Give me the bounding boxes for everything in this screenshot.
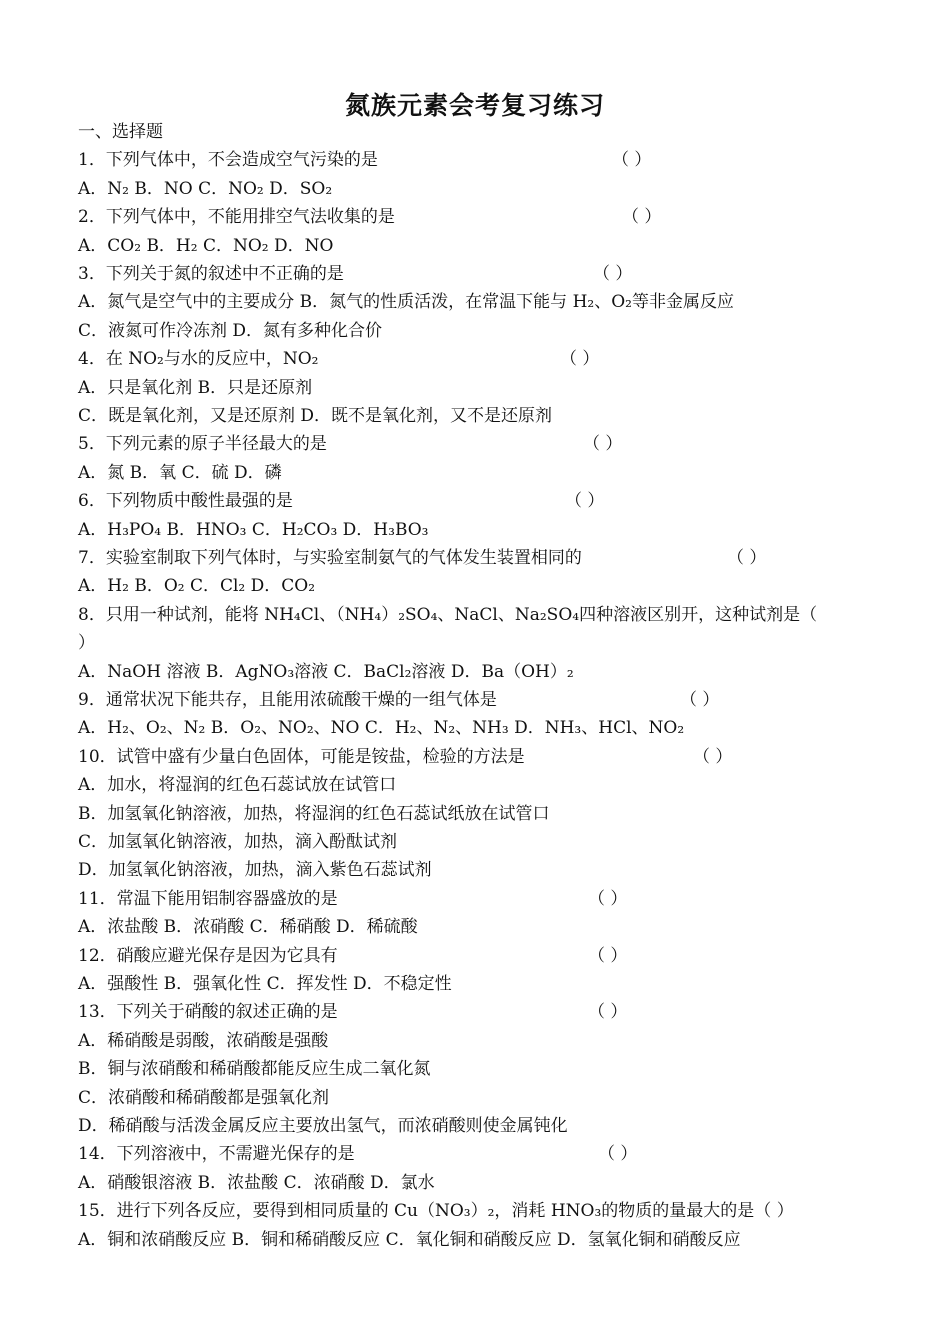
section-heading: 一、选择题 — [78, 122, 163, 142]
options-14: A．硝酸银溶液 B．浓盐酸 C．浓硝酸 D．氯水 — [78, 1173, 435, 1193]
option-10d: D．加氢氧化钠溶液，加热，滴入紫色石蕊试剂 — [78, 860, 432, 880]
answer-bracket-4: （ ） — [560, 349, 600, 369]
options-7: A．H₂ B．O₂ C．Cl₂ D．CO₂ — [78, 576, 316, 596]
answer-bracket-1: （ ） — [612, 150, 652, 170]
answer-bracket-3: （ ） — [593, 264, 633, 284]
options-11: A．浓盐酸 B．浓硝酸 C．稀硝酸 D．稀硫酸 — [78, 917, 418, 937]
question-8-continued: ） — [78, 633, 95, 653]
options-2: A．CO₂ B．H₂ C．NO₂ D．NO — [78, 236, 334, 256]
option-13a: A．稀硝酸是弱酸，浓硝酸是强酸 — [78, 1031, 329, 1051]
question-9: 9．通常状况下能共存，且能用浓硫酸干燥的一组气体是 — [78, 690, 497, 710]
question-10: 10．试管中盛有少量白色固体，可能是铵盐，检验的方法是 — [78, 747, 525, 767]
answer-bracket-9: （ ） — [680, 690, 720, 710]
option-13c: C．浓硝酸和稀硝酸都是强氧化剂 — [78, 1088, 330, 1108]
answer-bracket-11: （ ） — [588, 889, 628, 909]
options-8: A．NaOH 溶液 B．AgNO₃溶液 C．BaCl₂溶液 D．Ba（OH）₂ — [78, 662, 574, 682]
answer-bracket-5: （ ） — [583, 434, 623, 454]
question-4: 4．在 NO₂与水的反应中，NO₂ — [78, 349, 319, 369]
question-15: 15．进行下列各反应，要得到相同质量的 Cu（NO₃）₂，消耗 HNO₃的物质的量最大的是（ ） — [78, 1201, 794, 1221]
answer-bracket-7: （ ） — [727, 548, 767, 568]
question-6: 6．下列物质中酸性最强的是 — [78, 491, 293, 511]
options-3-ab: A．氮气是空气中的主要成分 B．氮气的性质活泼，在常温下能与 H₂、O₂等非金属反应 — [78, 292, 734, 312]
answer-bracket-12: （ ） — [588, 946, 628, 966]
page-title: 氮族元素会考复习练习 — [344, 91, 605, 120]
options-3-cd: C．液氮可作冷冻剂 D．氮有多种化合价 — [78, 321, 383, 341]
options-15: A．铜和浓硝酸反应 B．铜和稀硝酸反应 C．氧化铜和硝酸反应 D．氢氧化铜和硝酸反应 — [78, 1230, 741, 1250]
question-8: 8．只用一种试剂，能将 NH₄Cl、（NH₄）₂SO₄、NaCl、Na₂SO₄四种溶液区别开，这种试剂是（ — [78, 605, 818, 625]
options-4-ab: A．只是氧化剂 B．只是还原剂 — [78, 378, 313, 398]
answer-bracket-6: （ ） — [565, 491, 605, 511]
question-7: 7．实验室制取下列气体时，与实验室制氨气的气体发生装置相同的 — [78, 548, 582, 568]
question-14: 14．下列溶液中，不需避光保存的是 — [78, 1144, 355, 1164]
option-10a: A．加水，将湿润的红色石蕊试放在试管口 — [78, 775, 397, 795]
option-10c: C．加氢氧化钠溶液，加热，滴入酚酞试剂 — [78, 832, 398, 852]
answer-bracket-14: （ ） — [598, 1144, 638, 1164]
question-13: 13．下列关于硝酸的叙述正确的是 — [78, 1002, 338, 1022]
question-2: 2．下列气体中，不能用排空气法收集的是 — [78, 207, 395, 227]
answer-bracket-2: （ ） — [622, 207, 662, 227]
options-4-cd: C．既是氧化剂，又是还原剂 D．既不是氧化剂，又不是还原剂 — [78, 406, 553, 426]
answer-bracket-10: （ ） — [693, 747, 733, 767]
option-13d: D．稀硝酸与活泼金属反应主要放出氢气，而浓硝酸则使金属钝化 — [78, 1116, 568, 1136]
option-10b: B．加氢氧化钠溶液，加热，将湿润的红色石蕊试纸放在试管口 — [78, 804, 550, 824]
options-9: A．H₂、O₂、N₂ B．O₂、NO₂、NO C．H₂、N₂、NH₃ D．NH₃、HCl、NO₂ — [78, 718, 685, 738]
question-11: 11．常温下能用铝制容器盛放的是 — [78, 889, 338, 909]
options-1: A．N₂ B．NO C．NO₂ D．SO₂ — [78, 179, 333, 199]
answer-bracket-13: （ ） — [588, 1002, 628, 1022]
question-12: 12．硝酸应避光保存是因为它具有 — [78, 946, 338, 966]
question-1: 1．下列气体中，不会造成空气污染的是 — [78, 150, 378, 170]
question-5: 5．下列元素的原子半径最大的是 — [78, 434, 327, 454]
options-6: A．H₃PO₄ B．HNO₃ C．H₂CO₃ D．H₃BO₃ — [78, 520, 429, 540]
option-13b: B．铜与浓硝酸和稀硝酸都能反应生成二氧化氮 — [78, 1059, 431, 1079]
question-3: 3．下列关于氮的叙述中不正确的是 — [78, 264, 344, 284]
options-5: A．氮 B．氧 C．硫 D．磷 — [78, 463, 282, 483]
options-12: A．强酸性 B．强氧化性 C．挥发性 D．不稳定性 — [78, 974, 452, 994]
